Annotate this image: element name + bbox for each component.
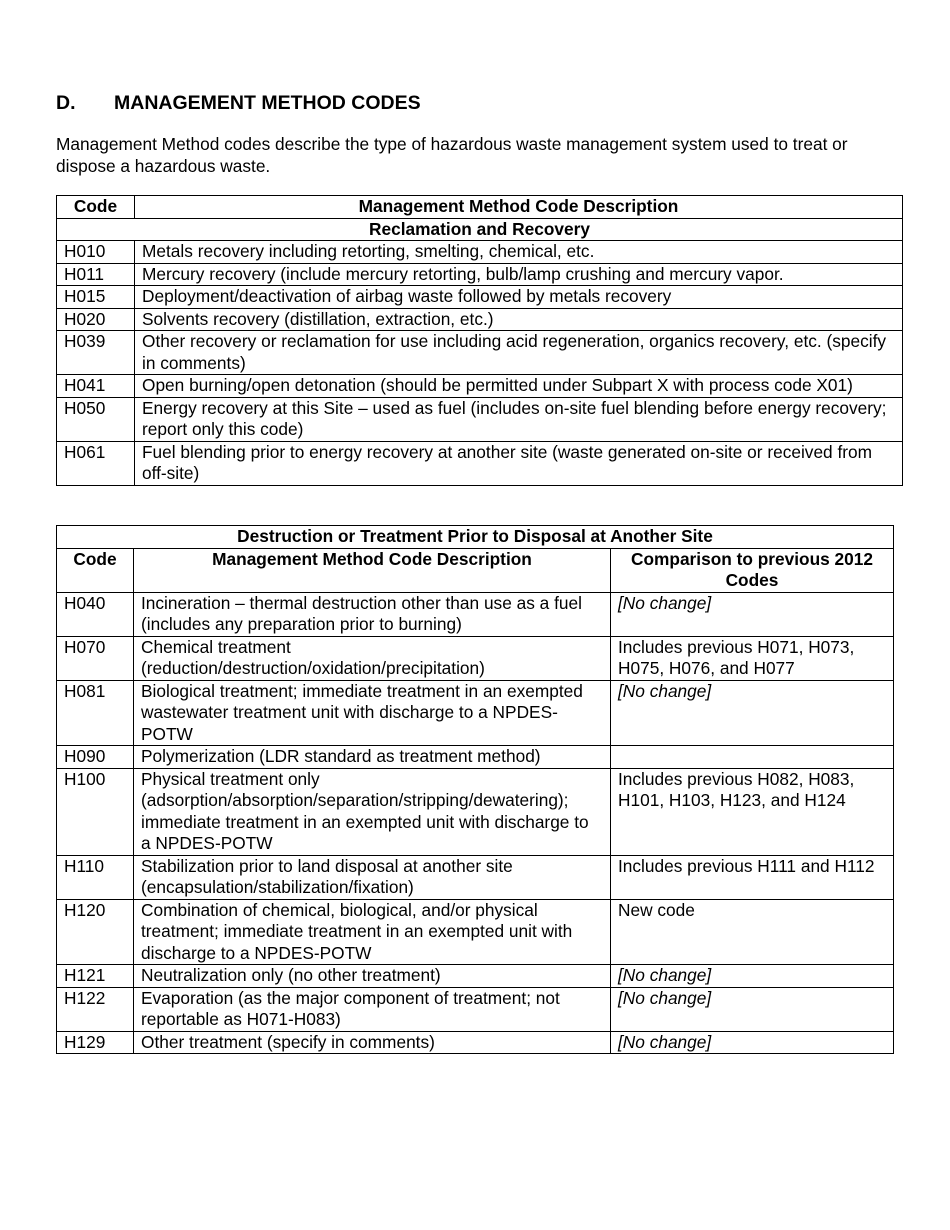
- comparison-cell: [No change]: [611, 987, 894, 1031]
- table-title: Destruction or Treatment Prior to Disposal at Another Site: [57, 526, 894, 549]
- description-cell: Other recovery or reclamation for use including acid regeneration, organics recovery, etc. (specify in comments): [135, 331, 903, 375]
- table-row: [57, 855, 894, 899]
- reclamation-table: [56, 195, 903, 486]
- section-title: MANAGEMENT METHOD CODES: [114, 92, 421, 114]
- description-cell: Open burning/open detonation (should be permitted under Subpart X with process code X01): [135, 375, 903, 398]
- intro-paragraph: Management Method codes describe the type of hazardous waste management system used to treat or dispose a hazardous waste.: [56, 134, 848, 176]
- table-row: [57, 397, 903, 441]
- code-cell: H090: [57, 746, 134, 769]
- table-row: [57, 680, 894, 746]
- description-cell: Deployment/deactivation of airbag waste followed by metals recovery: [135, 286, 903, 309]
- table-row: [57, 636, 894, 680]
- table-row: [57, 965, 894, 988]
- comparison-cell: New code: [611, 899, 894, 965]
- code-cell: H041: [57, 375, 135, 398]
- code-cell: H081: [57, 680, 134, 746]
- code-cell: H121: [57, 965, 134, 988]
- code-cell: H120: [57, 899, 134, 965]
- subheading-row: [57, 218, 903, 241]
- table-row: [57, 331, 903, 375]
- description-cell: Chemical treatment (reduction/destruction/oxidation/precipitation): [134, 636, 611, 680]
- description-cell: Physical treatment only (adsorption/absorption/separation/stripping/dewatering); immediate treatment in an exempted unit with discharge to a NPDES-POTW: [134, 768, 611, 855]
- description-cell: Evaporation (as the major component of treatment; not reportable as H071-H083): [134, 987, 611, 1031]
- table-subheading: Reclamation and Recovery: [57, 218, 903, 241]
- code-cell: H020: [57, 308, 135, 331]
- description-header: Management Method Code Description: [135, 196, 903, 219]
- code-cell: H070: [57, 636, 134, 680]
- table-row: [57, 441, 903, 485]
- code-header: Code: [57, 196, 135, 219]
- description-cell: Neutralization only (no other treatment): [134, 965, 611, 988]
- table-row: [57, 987, 894, 1031]
- table-row: [57, 1031, 894, 1054]
- comparison-cell: Includes previous H111 and H112: [611, 855, 894, 899]
- table-row: [57, 241, 903, 264]
- description-header: Management Method Code Description: [134, 548, 611, 592]
- table-row: [57, 592, 894, 636]
- table-row: [57, 308, 903, 331]
- code-header: Code: [57, 548, 134, 592]
- destruction-table: [56, 525, 894, 1054]
- table-row: [57, 263, 903, 286]
- comparison-cell: [No change]: [611, 1031, 894, 1054]
- comparison-header: Comparison to previous 2012 Codes: [611, 548, 894, 592]
- table-row: [57, 375, 903, 398]
- code-cell: H122: [57, 987, 134, 1031]
- comparison-cell: Includes previous H082, H083, H101, H103, H123, and H124: [611, 768, 894, 855]
- code-cell: H050: [57, 397, 135, 441]
- table-row: [57, 746, 894, 769]
- table-row: [57, 899, 894, 965]
- code-cell: H011: [57, 263, 135, 286]
- comparison-cell: Includes previous H071, H073, H075, H076, and H077: [611, 636, 894, 680]
- comparison-cell: [No change]: [611, 592, 894, 636]
- description-cell: Biological treatment; immediate treatment in an exempted wastewater treatment unit with discharge to a NPDES-POTW: [134, 680, 611, 746]
- description-cell: Fuel blending prior to energy recovery at another site (waste generated on-site or received from off-site): [135, 441, 903, 485]
- code-cell: H039: [57, 331, 135, 375]
- description-cell: Mercury recovery (include mercury retorting, bulb/lamp crushing and mercury vapor.: [135, 263, 903, 286]
- title-row: [57, 526, 894, 549]
- destruction-table-body: [57, 592, 894, 1054]
- code-cell: H100: [57, 768, 134, 855]
- code-cell: H015: [57, 286, 135, 309]
- table-row: [57, 768, 894, 855]
- description-cell: Solvents recovery (distillation, extraction, etc.): [135, 308, 903, 331]
- table-row: [57, 286, 903, 309]
- header-row: [57, 196, 903, 219]
- description-cell: Stabilization prior to land disposal at another site (encapsulation/stabilization/fixation): [134, 855, 611, 899]
- code-cell: H110: [57, 855, 134, 899]
- description-cell: Incineration – thermal destruction other than use as a fuel (includes any preparation prior to burning): [134, 592, 611, 636]
- description-cell: Combination of chemical, biological, and/or physical treatment; immediate treatment in an exempted unit with discharge to a NPDES-POTW: [134, 899, 611, 965]
- code-cell: H061: [57, 441, 135, 485]
- code-cell: H010: [57, 241, 135, 264]
- description-cell: Energy recovery at this Site – used as fuel (includes on-site fuel blending before energy recovery; report only this code): [135, 397, 903, 441]
- description-cell: Metals recovery including retorting, smelting, chemical, etc.: [135, 241, 903, 264]
- code-cell: H040: [57, 592, 134, 636]
- code-cell: H129: [57, 1031, 134, 1054]
- description-cell: Polymerization (LDR standard as treatment method): [134, 746, 611, 769]
- comparison-cell: [No change]: [611, 680, 894, 746]
- reclamation-table-body: [57, 241, 903, 486]
- section-heading: [56, 92, 421, 115]
- header-row: [57, 548, 894, 592]
- description-cell: Other treatment (specify in comments): [134, 1031, 611, 1054]
- section-letter: D.: [56, 92, 76, 114]
- comparison-cell: [No change]: [611, 965, 894, 988]
- comparison-cell: [611, 746, 894, 769]
